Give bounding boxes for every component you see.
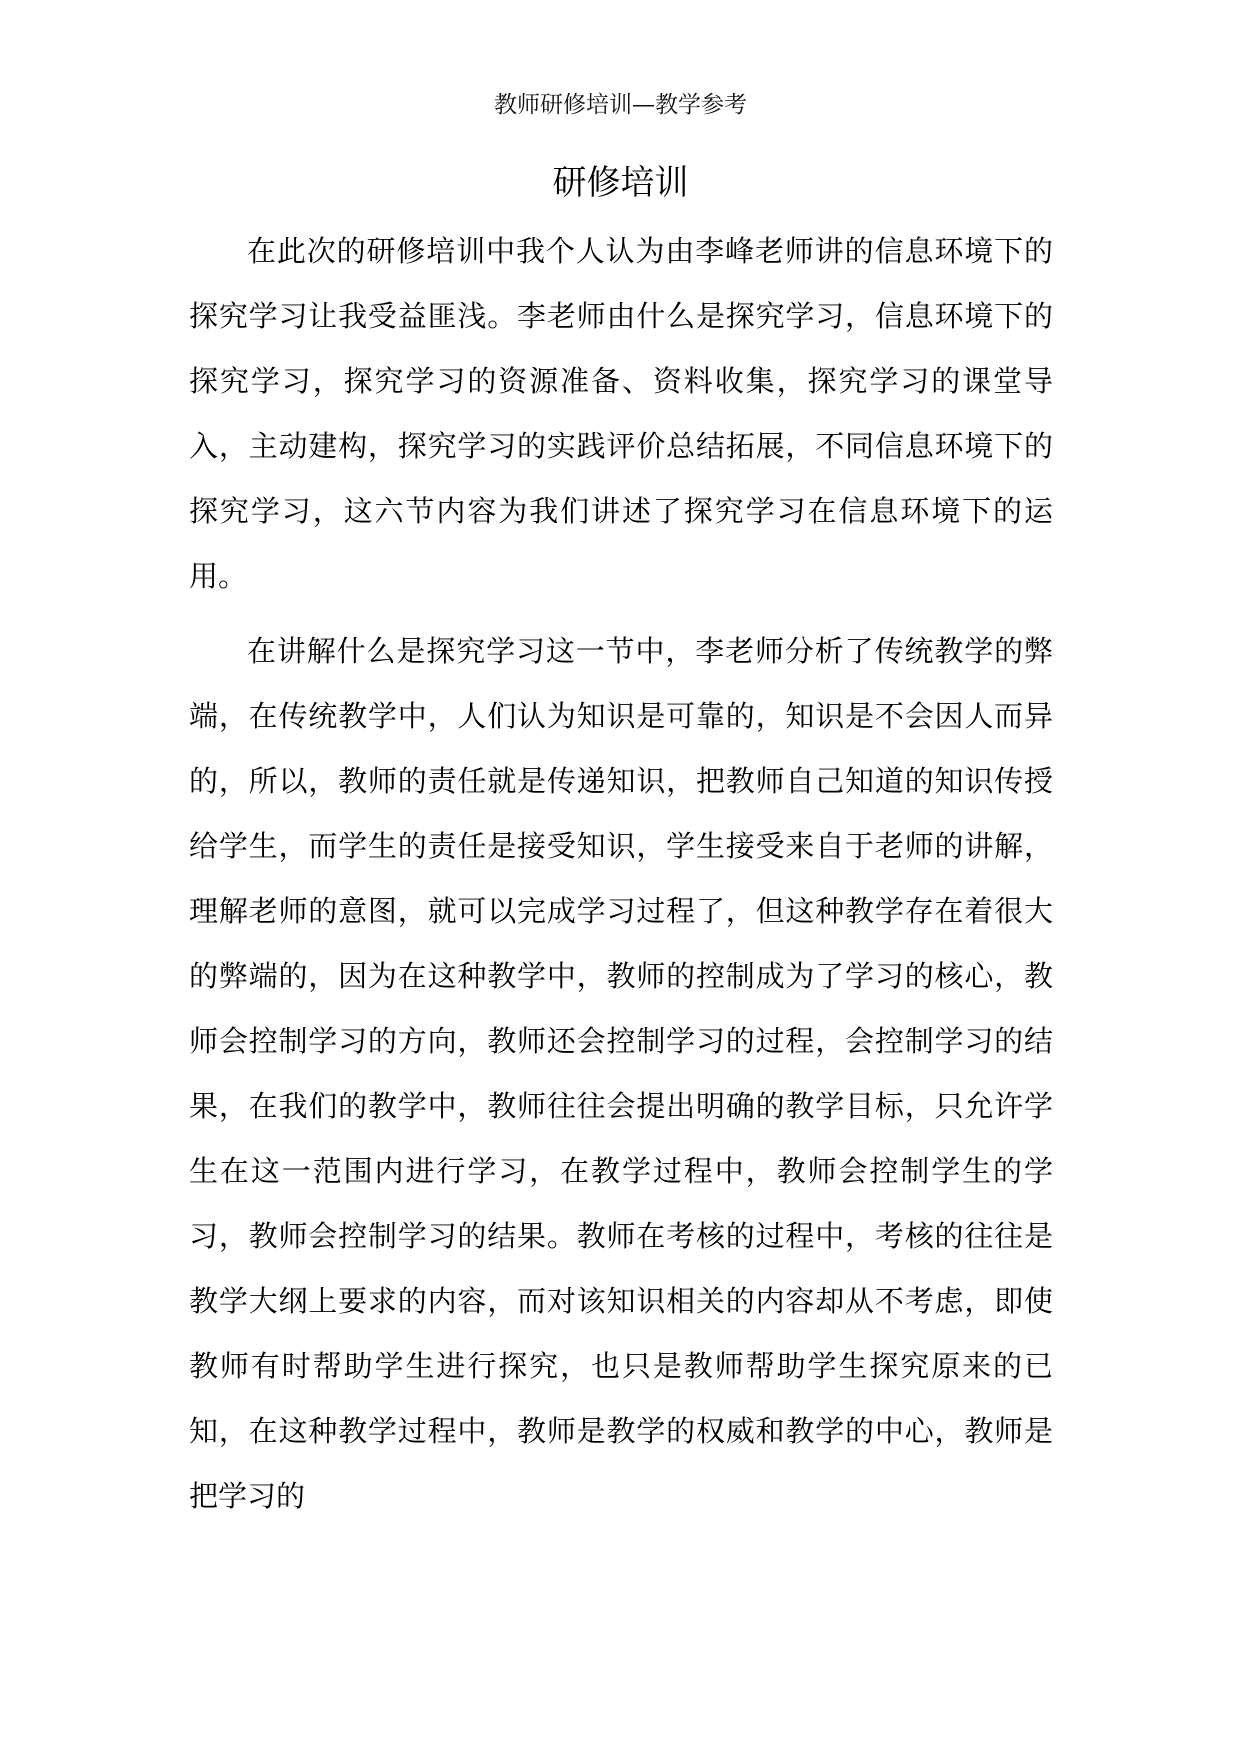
document-title: 研修培训 (552, 163, 689, 203)
paragraph-2: 在讲解什么是探究学习这一节中，李老师分析了传统教学的弊端，在传统教学中，人们认为知识是可靠的，知识是不会因人而异的，所以，教师的责任就是传递知识，把教师自己知道的知识传授给学生，而学生的责任是接受知识，学生接受来自于老师的讲解，理解老师的意图，就可以完成学习过程了，但这种教学存在着很大的弊端的，因为在这种教学中，教师的控制成为了学习的核心，教师会控制学习的方向，教师还会控制学习的过程，会控制学习的结果，在我们的教学中，教师往往会提出明确的教学目标，只允许学生在这一范围内进行学习，在教学过程中，教师会控制学生的学习，教师会控制学习的结果。教师在考核的过程中，考核的往往是教学大纲上要求的内容，而对该知识相关的内容却从不考虑，即使教师有时帮助学生进行探究，也只是教师帮助学生探究原来的已知，在这种教学过程中，教师是教学的权威和教学的中心，教师是把学习的 (189, 634, 1053, 1513)
paragraph-1: 在此次的研修培训中我个人认为由李峰老师讲的信息环境下的探究学习让我受益匪浅。李老师由什么是探究学习，信息环境下的探究学习，探究学习的资源准备、资料收集，探究学习的课堂导入，主动建构，探究学习的实践评价总结拓展，不同信息环境下的探究学习，这六节内容为我们讲述了探究学习在信息环境下的运用。 (189, 234, 1053, 593)
document-body (189, 219, 1053, 1539)
running-header: 教师研修培训—教学参考 (494, 92, 747, 118)
